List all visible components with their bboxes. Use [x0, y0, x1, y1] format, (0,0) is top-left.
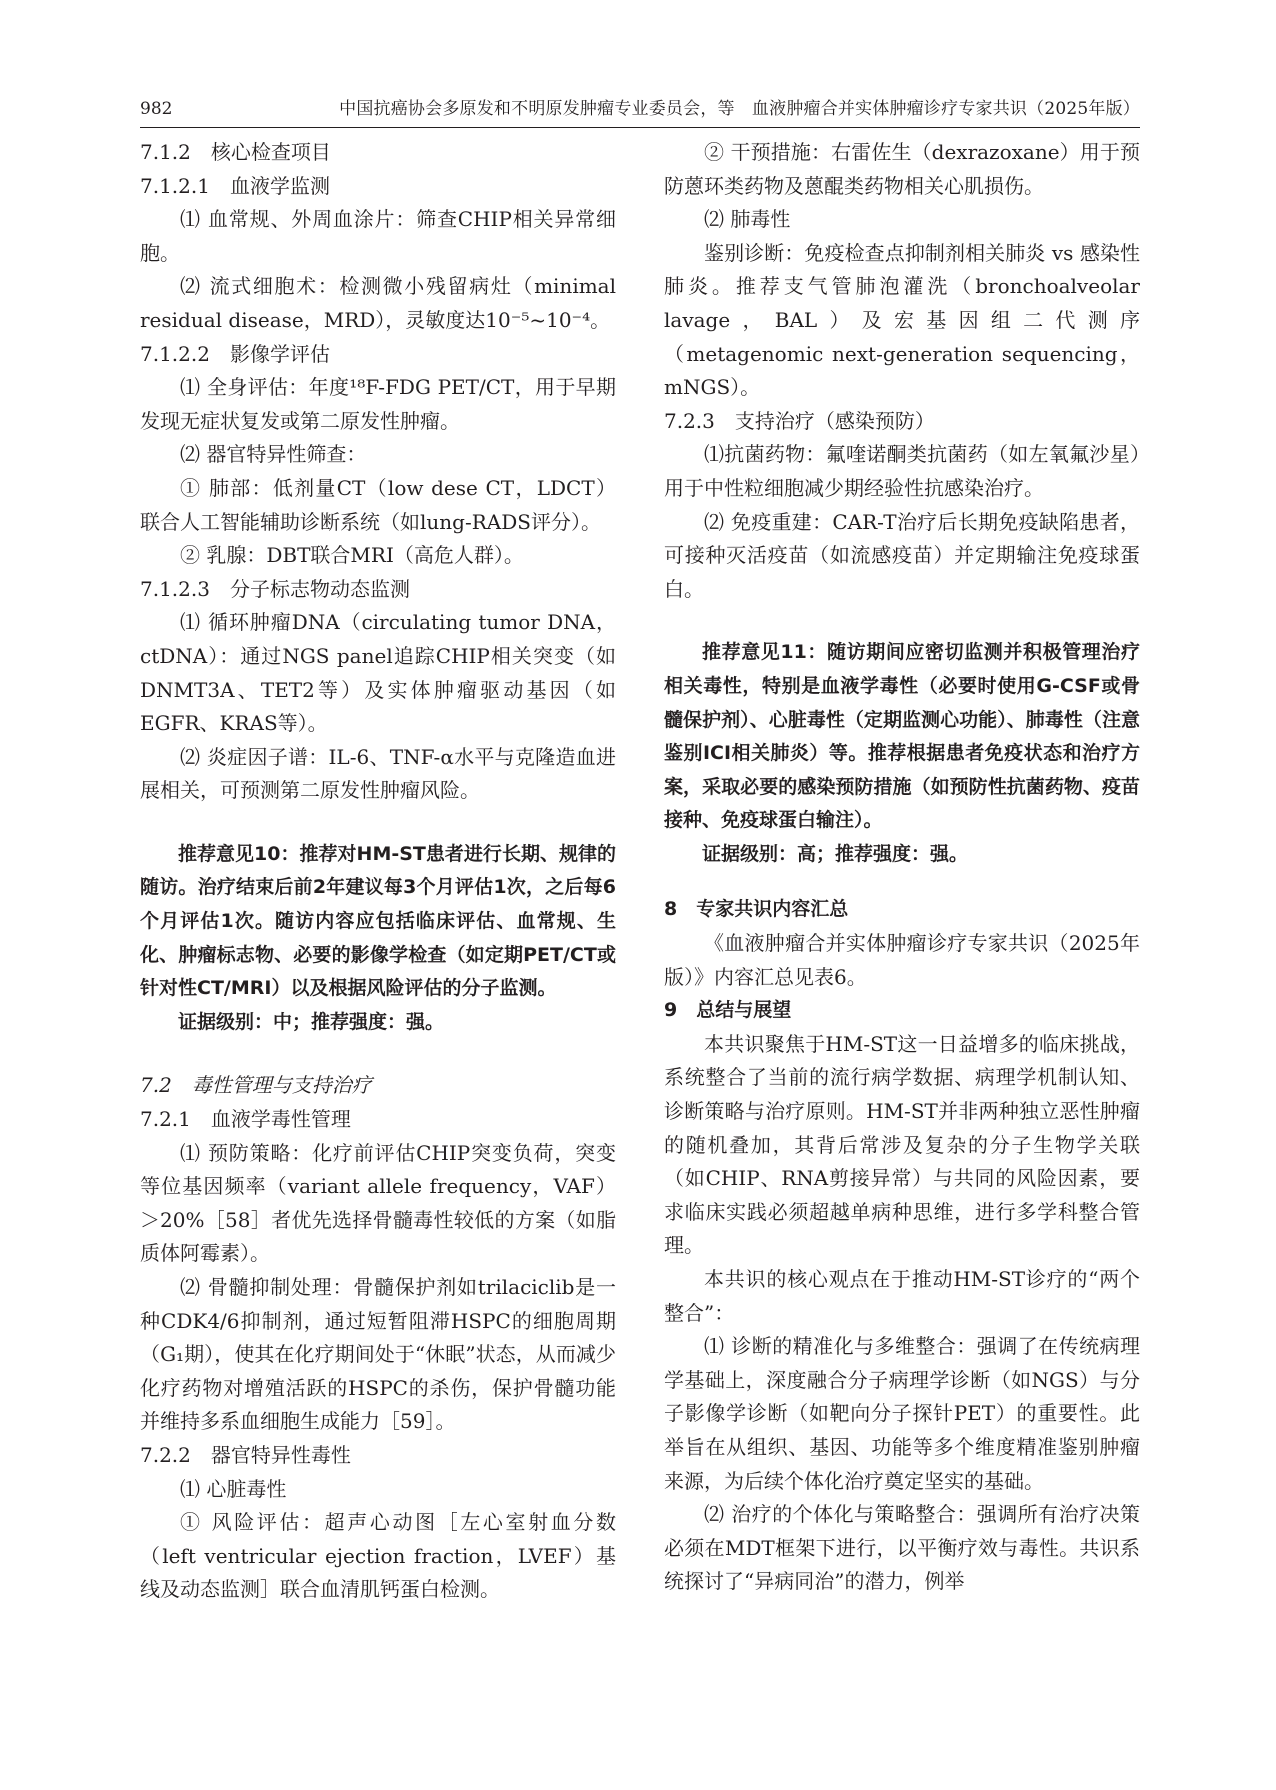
- recommendation-10: 推荐意见10：推荐对HM-ST患者进行长期、规律的随访。治疗结束后前2年建议每3个月评估1次，之后每6个月评估1次。随访内容应包括临床评估、血常规、生化、肿瘤标志物、必要的影像学检查（如定期PET/CT或针对性CT/MRI）以及根据风险评估的分子监测。: [140, 842, 616, 1000]
- paragraph: ① 风险评估：超声心动图［左心室射血分数（left ventricular ejection fraction，LVEF）基线及动态监测］联合血清肌钙蛋白检测。: [140, 1510, 616, 1602]
- paragraph: ⑵ 流式细胞术：检测微小残留病灶（minimal residual disease，MRD），灵敏度达10⁻⁵~10⁻⁴。: [140, 274, 616, 332]
- paragraph: ⑵ 骨髓抑制处理：骨髓保护剂如trilaciclib是一种CDK4/6抑制剂，通过短暂阻滞HSPC的细胞周期（G₁期），使其在化疗期间处于“休眠”状态，从而减少化疗药物对增殖活跃的HSPC的杀伤，保护骨髓功能并维持多系血细胞生成能力［59］。: [140, 1275, 616, 1434]
- right-column: [664, 136, 1140, 1599]
- paragraph: ② 乳腺：DBT联合MRI（高危人群）。: [180, 543, 524, 568]
- section-heading: 9 总结与展望: [664, 999, 792, 1022]
- evidence-level: 证据级别：中；推荐强度：强。: [178, 1010, 445, 1033]
- paragraph: ⑵ 治疗的个体化与策略整合：强调所有治疗决策必须在MDT框架下进行，以平衡疗效与毒性。共识系统探讨了“异病同治”的潜力，例举: [664, 1502, 1140, 1594]
- subsection-heading: 7.1.2.1 血液学监测: [140, 173, 330, 198]
- section-heading: 7.2 毒性管理与支持治疗: [140, 1073, 372, 1098]
- paragraph: ② 干预措施：右雷佐生（dexrazoxane）用于预防蒽环类药物及蒽醌类药物相关心肌损伤。: [664, 140, 1140, 198]
- evidence-level: 证据级别：高；推荐强度：强。: [702, 842, 969, 865]
- paragraph: 本共识的核心观点在于推动HM-ST诊疗的“两个整合”：: [664, 1267, 1140, 1325]
- paragraph: ⑵ 器官特异性筛查：: [180, 442, 367, 467]
- paragraph: ⑴ 血常规、外周血涂片：筛查CHIP相关异常细胞。: [140, 207, 616, 265]
- running-header: [140, 98, 1140, 132]
- paragraph: ⑴抗菌药物：氟喹诺酮类抗菌药（如左氧氟沙星）用于中性粒细胞减少期经验性抗感染治疗。: [664, 442, 1140, 500]
- paragraph: ⑵ 炎症因子谱：IL-6、TNF-α水平与克隆造血进展相关，可预测第二原发性肿瘤风险。: [140, 744, 616, 803]
- subsection-heading: 7.1.2.2 影像学评估: [140, 341, 330, 366]
- header-rule: [140, 127, 1140, 128]
- section-heading: 8 专家共识内容汇总: [664, 898, 849, 921]
- paragraph: ⑴ 循环肿瘤DNA（circulating tumor DNA，ctDNA）：通过NGS panel追踪CHIP相关突变（如DNMT3A、TET2等）及实体肿瘤驱动基因（如EGFR、KRAS等）。: [140, 610, 616, 736]
- subsection-heading: 7.2.1 血液学毒性管理: [140, 1107, 351, 1132]
- running-title: 中国抗癌协会多原发和不明原发肿瘤专业委员会，等 血液肿瘤合并实体肿瘤诊疗专家共识（2025年版）: [339, 99, 1140, 119]
- paragraph: 《血液肿瘤合并实体肿瘤诊疗专家共识（2025年版）》内容汇总见表6。: [664, 931, 1140, 989]
- paragraph: ⑴ 心脏毒性: [180, 1476, 287, 1501]
- subsection-heading: 7.2.2 器官特异性毒性: [140, 1442, 351, 1467]
- section-heading: 7.1.2 核心检查项目: [140, 140, 331, 164]
- paragraph: ⑵ 肺毒性: [704, 207, 791, 232]
- paragraph: ⑴ 预防策略：化疗前评估CHIP突变负荷，突变等位基因频率（variant allele frequency，VAF）＞20%［58］者优先选择骨髓毒性较低的方案（如脂质体阿霉素）。: [140, 1140, 616, 1266]
- page-number: 982: [140, 99, 173, 119]
- paragraph: ⑴ 全身评估：年度¹⁸F-FDG PET/CT，用于早期发现无症状复发或第二原发性肿瘤。: [140, 375, 616, 433]
- subsection-heading: 7.1.2.3 分子标志物动态监测: [140, 576, 410, 601]
- subsection-heading: 7.2.3 支持治疗（感染预防）: [664, 408, 935, 433]
- paragraph: 本共识聚焦于HM-ST这一日益增多的临床挑战，系统整合了当前的流行病学数据、病理学机制认知、诊断策略与治疗原则。HM-ST并非两种独立恶性肿瘤的随机叠加，其背后常涉及复杂的分子生物学关联（如CHIP、RNA剪接异常）与共同的风险因素，要求临床实践必须超越单病种思维，进行多学科整合管理。: [664, 1031, 1140, 1258]
- recommendation-11: 推荐意见11：随访期间应密切监测并积极管理治疗相关毒性，特别是血液学毒性（必要时使用G-CSF或骨髓保护剂）、心脏毒性（定期监测心功能）、肺毒性（注意鉴别ICI相关肺炎）等。推荐根据患者免疫状态和治疗方案，采取必要的感染预防措施（如预防性抗菌药物、疫苗接种、免疫球蛋白输注）。: [664, 641, 1140, 832]
- left-column: [140, 136, 616, 1607]
- paragraph: 鉴别诊断：免疫检查点抑制剂相关肺炎 vs 感染性肺炎。推荐支气管肺泡灌洗（bronchoalveolar lavage，BAL）及宏基因组二代测序（metagenomic next-generation sequencing，mNGS）。: [664, 240, 1140, 400]
- paragraph: ① 肺部：低剂量CT（low dese CT，LDCT）联合人工智能辅助诊断系统（如lung-RADS评分）。: [140, 475, 616, 534]
- paragraph: ⑴ 诊断的精准化与多维整合：强调了在传统病理学基础上，深度融合分子病理学诊断（如NGS）与分子影像学诊断（如靶向分子探针PET）的重要性。此举旨在从组织、基因、功能等多个维度精准鉴别肿瘤来源，为后续个体化治疗奠定坚实的基础。: [664, 1334, 1140, 1493]
- paragraph: ⑵ 免疫重建：CAR-T治疗后长期免疫缺陷患者，可接种灭活疫苗（如流感疫苗）并定期输注免疫球蛋白。: [664, 509, 1140, 601]
